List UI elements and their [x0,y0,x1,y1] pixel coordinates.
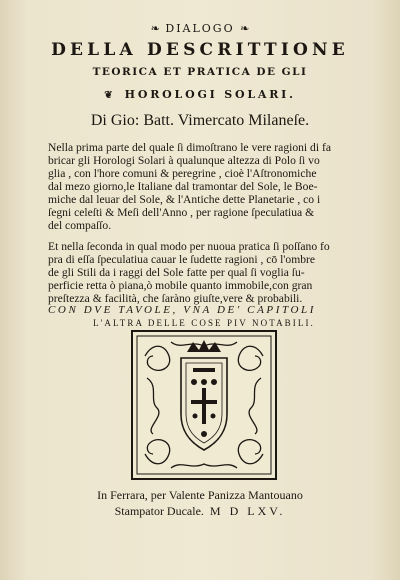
author-line: Di Gio: Batt. Vimercato Milaneſe. [90,112,310,129]
title-line-1: DELLA DESCRITTIONE [51,40,349,60]
fleuron-left-icon: ❧ [150,22,160,35]
paragraph-line: perficie retta ò piana,ò mobile quanto immobile,con gran [48,279,313,292]
fleuron-right-icon: ❧ [240,22,250,35]
paragraph-line: pra di eſſa ſpeculatiua cauar le ſudette ragioni , cō l'ombre [48,253,316,266]
imprint-title: Stampator Ducale. [114,504,204,518]
imprint-printer-line: In Ferrara, per Valente Panizza Mantouano [97,488,303,502]
paragraph-line: Nella prima parte del quale ſi dimoſtrano le vere ragioni di fa [48,141,331,154]
printer-device-icon [131,330,277,480]
paragraph-line: de gli Stili da i raggi del Sole fatte per qual ſi voglia ſu- [48,266,305,279]
title-line-2: TEORICA ET PRATICA DE GLI [92,66,308,78]
tables-line-1: CON DVE TAVOLE, VNA DE' CAPITOLI [48,304,317,316]
paragraph-line: bricar gli Horologi Solari à qualunque altezza di Polo ſi vo [48,154,320,167]
paragraph-line: del compaſſo. [48,219,112,232]
paragraph-line: Et nella ſeconda in qual modo per nuoua pratica ſi poſſano fo [48,240,330,253]
paragraph-line: dal mezo giorno,le Italiane dal tramontar del Sole, le Boe- [48,180,318,193]
tables-line-2: L'ALTRA DELLE COSE PIV NOTABILI. [93,318,315,328]
imprint-year: M D LXV. [209,504,286,518]
paragraph-line: ſegni celeſti & Meſi dell'Anno , per ragione ſpeculatiua & [48,206,315,219]
fleuron-icon: ❦ [104,90,113,101]
paragraph-line: glia , con l'hore comuni & peregrine , cioè l'Aſtronomiche [48,167,317,180]
paragraph-line: miche dal leuar del Sole, & l'Antiche dette Planetarie , co i [48,193,321,206]
title-line-3 [0,88,400,101]
paragraph-line: preſtezza & facilità, che ſaràno giuſte,vere & probabili. [48,292,303,305]
title-line-3-text: HOROLOGI SOLARI. [124,88,296,101]
second-part-paragraph [48,240,360,305]
imprint-date-line [0,504,400,519]
running-header [0,22,400,35]
header-text: DIALOGO [165,22,235,35]
first-part-paragraph [48,141,360,232]
